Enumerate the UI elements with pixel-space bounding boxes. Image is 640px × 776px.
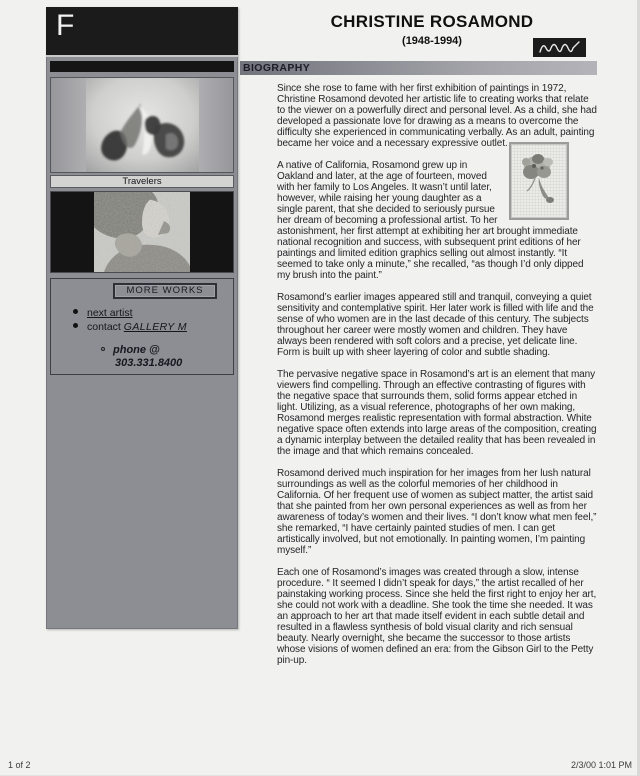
artist-life-dates: (1948-1994) xyxy=(402,35,462,47)
sidebar-divider-bar xyxy=(50,61,234,72)
bio-paragraph-3: Rosamond’s earlier images appeared still and tranquil, conveying a quiet sensitivity and contemplative spirit. Her later work is filled with life and the sense of who women are in the last decade of this century. The subjects throughout her career were mostly women and children. They have always been rendered with soft colors and a precise, yet delicate line. Form is built up with sheer layering of color and subtle shading. xyxy=(277,292,594,358)
travelers-painting-image xyxy=(86,78,199,172)
page-title: CHRISTINE ROSAMOND xyxy=(330,12,534,31)
bio-paragraph-4: The pervasive negative space in Rosamond’s art is an element that many viewers find compelling. Through an effective contrasting of figures with the negative space that surrounds them, solid forms appear etched in light. Utilizing, as a visual reference, photographs of her own making, Rosamond merges realistic representation with formal abstraction. White negative space often extends into large areas of the composition, creating a dynamic interplay between the detailed reality that has been revealed in the image and that which remains concealed. xyxy=(277,369,597,457)
bullet-icon xyxy=(73,309,78,314)
artist-signature-box xyxy=(533,38,586,57)
print-timestamp: 2/3/00 1:01 PM xyxy=(570,760,632,770)
next-artist-row xyxy=(73,307,187,319)
sidebar xyxy=(46,7,238,629)
framed-flowers-painting-image xyxy=(509,142,569,220)
more-works-label: MORE WORKS xyxy=(126,285,204,296)
next-artist-link[interactable]: next artist xyxy=(87,307,133,319)
phone-label: phone @ xyxy=(113,344,160,356)
circle-bullet-icon xyxy=(101,347,105,351)
artwork-caption-label: Travelers xyxy=(122,176,162,187)
bio-paragraph-1: Since she rose to fame with her first exhibition of paintings in 1972, Christine Rosamond devoted her artistic life to creating works that relate to the viewer on a powerfully direct and personal level. As a child, she had developed a passionate love for drawing as a means to overcome the difficulty she experienced in communicating verbally. As an adult, painting became her voice and a necessary expressive outlet. xyxy=(277,83,597,149)
bio-paragraph-5: Rosamond derived much inspiration for her images from her lush natural surroundings as well as the colorful memories of her childhood in California. Of her frequent use of women as subject matter, the artist said that she painted from her own personal experiences as well as from her awareness of today’s women and their lives. “I don’t know what men feel,” she remarked, “I have certainly painted studies of men. I can get artistically involved, but not emotionally. In painting women, I’m painting myself.” xyxy=(277,468,597,556)
sidebar-link-list xyxy=(73,307,187,369)
contact-row xyxy=(73,321,187,333)
page-number-indicator: 1 of 2 xyxy=(8,760,31,770)
sidebar-links-panel xyxy=(50,278,234,375)
contact-label: contact xyxy=(87,321,121,333)
bio-paragraph-6: Each one of Rosamond’s images was created through a slow, intense procedure. “ It seemed I didn’t speak for days,” the artist recalled of her painstaking working process. Since she held the first right to enjoy her art, she could not work with a deadline. She took the time she needed. It was an approach to her art that made itself evident in each subtle detail and resulted in a flawless synthesis of bold visual clarity and rich sensual beauty. Nearly overnight, she became the successor to those artists whose visions of women defined an era: from the Gibson Girl to the Petty pin-up. xyxy=(277,567,597,666)
phone-number: 303.331.8400 xyxy=(115,356,183,369)
bullet-icon xyxy=(73,323,78,328)
phone-row xyxy=(101,344,187,369)
bio-paragraph-2: A native of California, Rosamond grew up in Oakland and later, at the age of fourteen, moved with her family to Los Angeles. It wasn’t until later, however, while raising her young daughter as a single parent, that she decided to seriously pursue her dream of becoming a professional artist. To her astonishment, her first attempt at exhibiting her art brought immediate national recognition and success, with subsequent print editions of her paintings and limited edition graphics selling out almost instantly. “It seemed to take only a minute,” she recalled, “as though I’d only dipped my brush into the paint.” xyxy=(277,160,584,281)
artwork-caption xyxy=(50,175,234,188)
artwork-thumbnail-panel-bottom xyxy=(50,191,234,273)
gallery-m-link[interactable]: GALLERY M xyxy=(123,321,187,333)
biography-section-header xyxy=(240,61,597,75)
gallery-logo-letter: F xyxy=(56,9,75,42)
woman-portrait-painting-image xyxy=(94,192,190,272)
main-content xyxy=(240,8,624,666)
biography-section-title: BIOGRAPHY xyxy=(243,62,311,74)
gallery-logo-box xyxy=(46,7,238,57)
biography-text xyxy=(277,83,599,677)
more-works-button[interactable] xyxy=(113,283,217,299)
artwork-thumbnail-panel-top xyxy=(50,77,234,173)
artist-signature-icon xyxy=(533,38,586,57)
